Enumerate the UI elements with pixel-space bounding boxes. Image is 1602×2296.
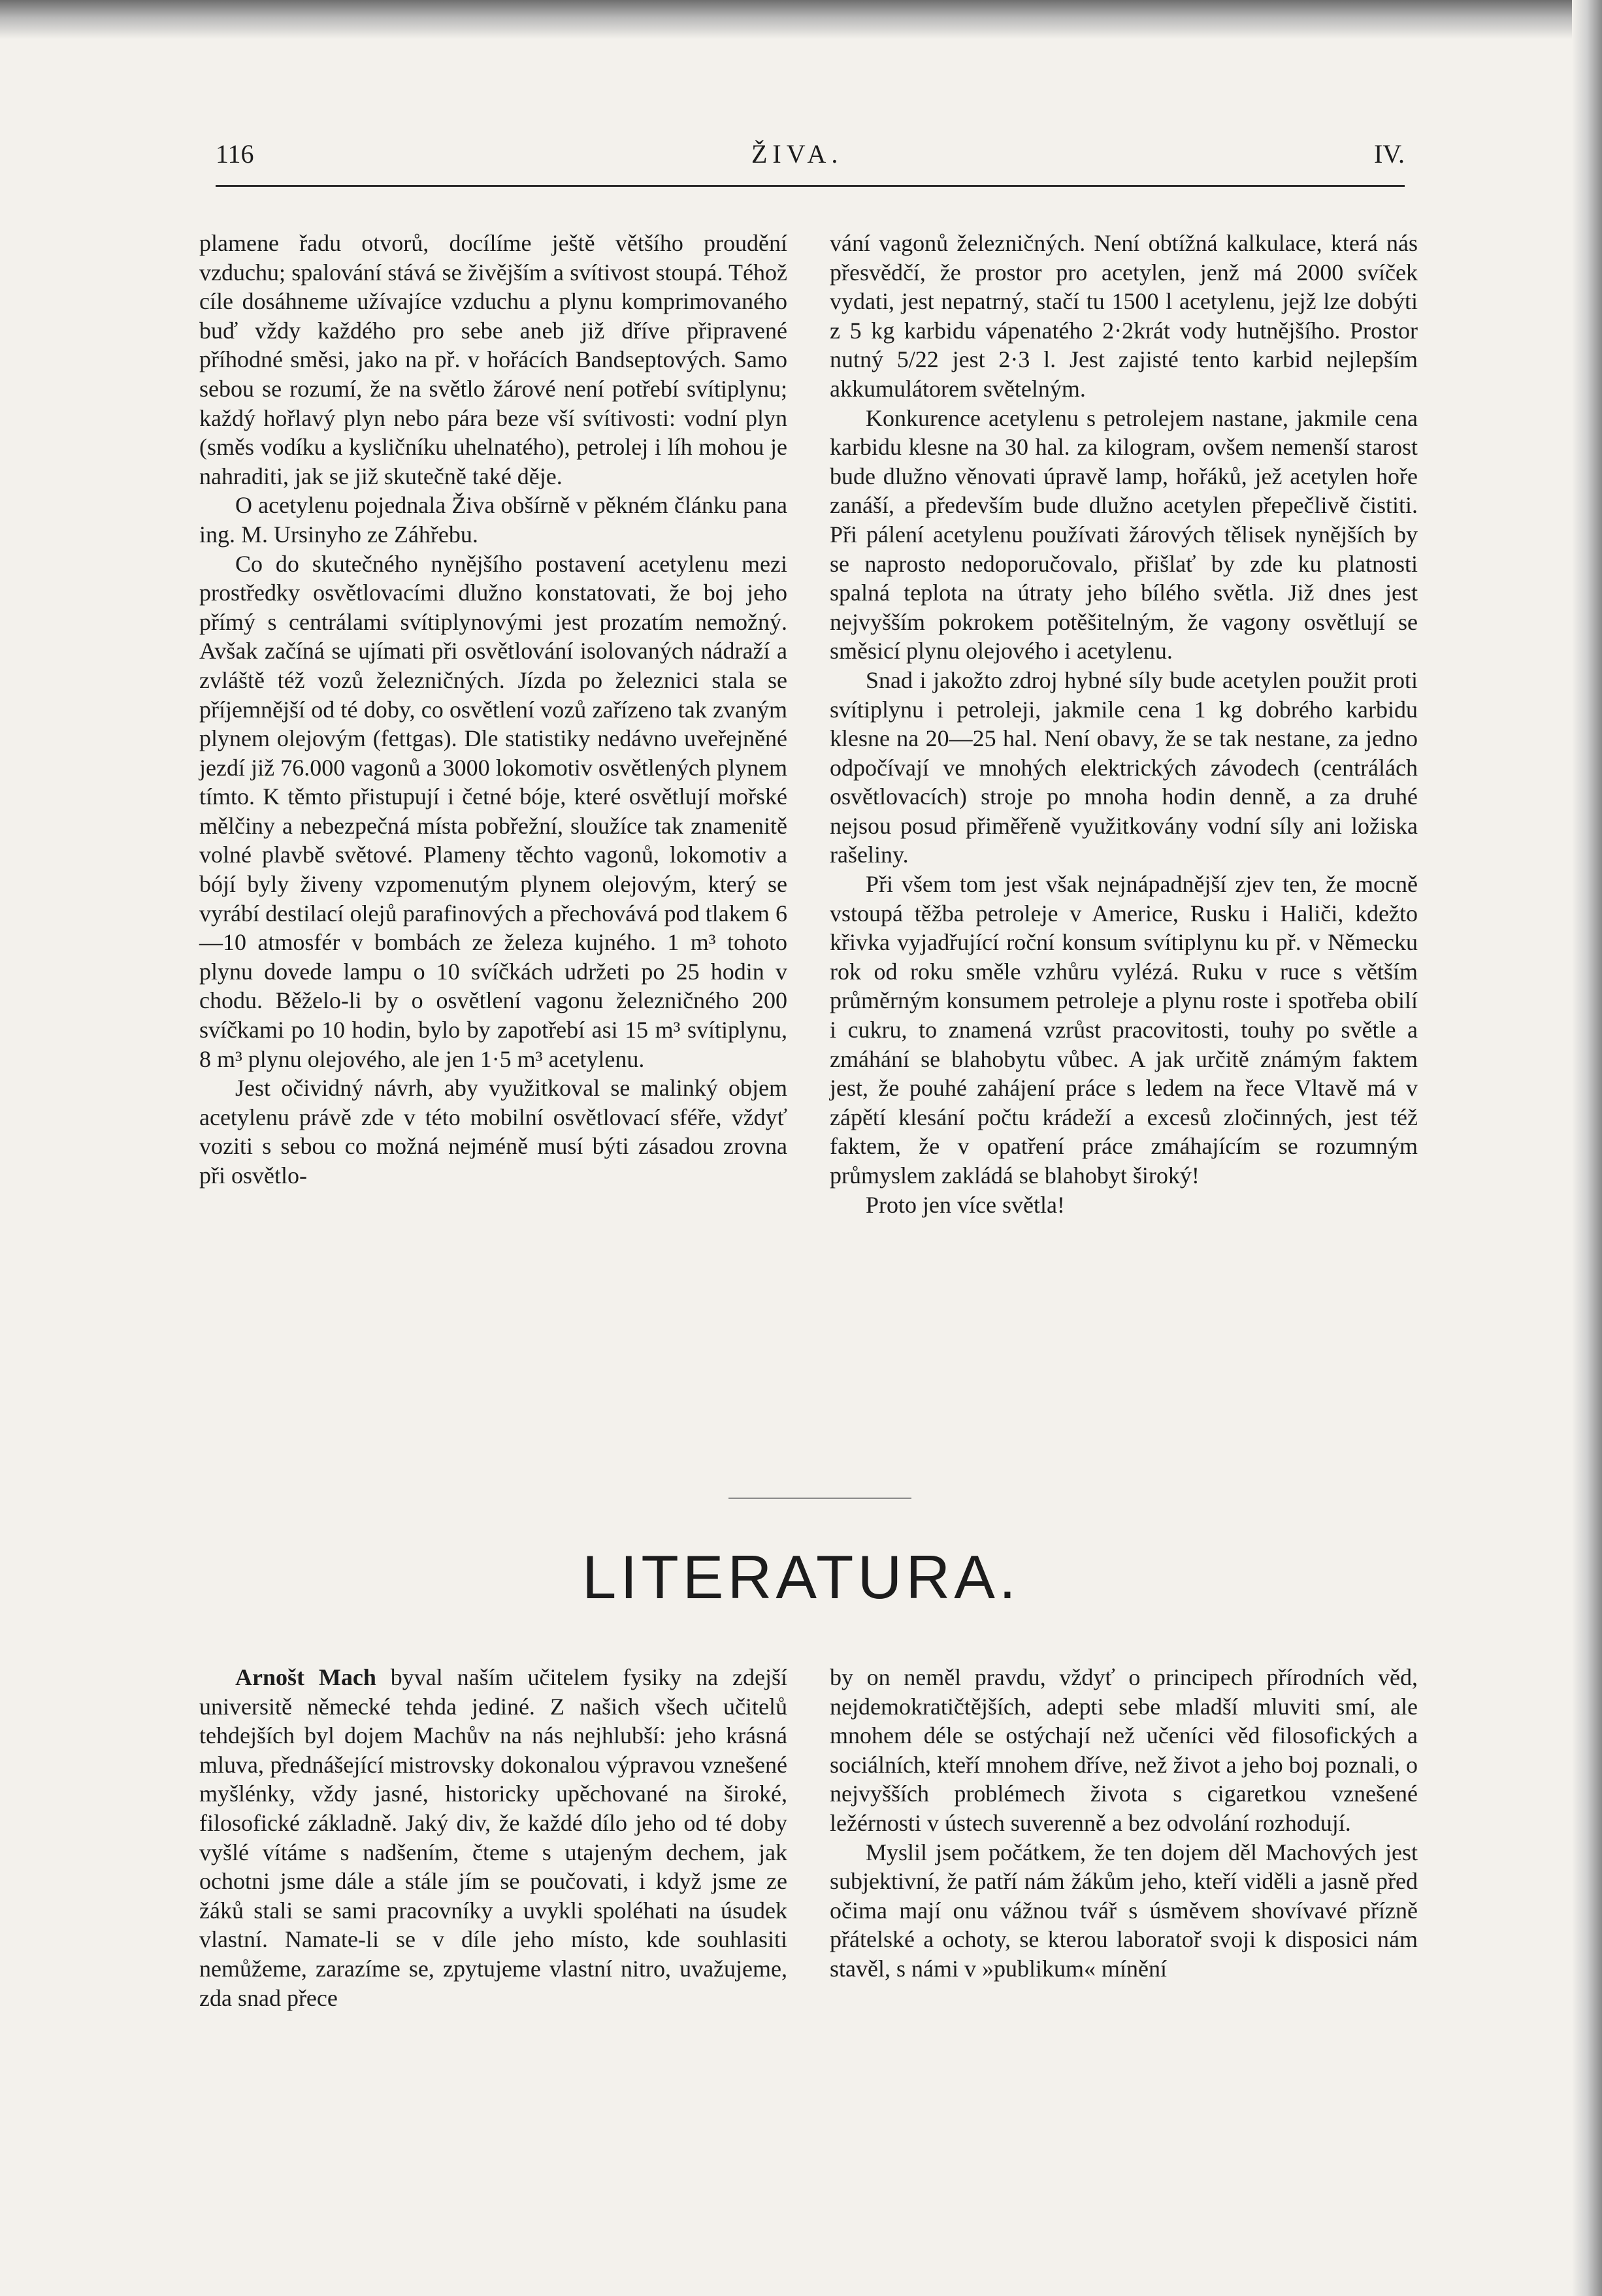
paragraph: Proto jen více světla! [866, 1191, 1065, 1218]
paragraph: Myslil jsem počátkem, že ten dojem děl Machových jest subjektivní, že patří nám žákům jeho, kteří viděli a jasně před očima mají onu vážnou tvář s úsměvem shovívavé přízně přátelské a ochoty, se kterou laboratoř svoji k disposici nám stavěl, s námi v »publikum« mínění [830, 1839, 1418, 1982]
paragraph: plamene řadu otvorů, docílíme ještě většího proudění vzduchu; spalování stává se živějším a svítivost stoupá. Téhož cíle dosáhneme užívajíce vzduchu a plynu komprimovaného buď vždy každého pro sebe aneb již dříve připravené příhodné směsi, jako na př. v hořácích Bandseptových. Samo sebou se rozumí, že na světlo žárové není potřebí svítiplynu; každý hořlavý plyn nebo pára beze vší svítivosti: vodní plyn (směs vodíku a kysličníku uhelnatého), petrolej i líh mohou je nahraditi, jak se již skutečně také děje. [199, 230, 787, 489]
paragraph [199, 1663, 787, 2012]
literature-right-column [830, 1663, 1418, 1984]
article-left-column [199, 229, 787, 1190]
paragraph: Konkurence acetylenu s petrolejem nastane, jakmile cena karbidu klesne na 30 hal. za kilogram, ovšem nemenší starost bude dlužno věnovati úpravě lamp, hořáků, jež acetylen hoře zanáší, a především bude dlužno acetylen přepečlivě čistiti. Při pálení acetylenu používati žárových tělisek nynějších by se naprosto nedoporučovalo, přišlať by zde ku platnosti spalná teplota na útraty jeho bílého světla. Již dnes jest nejvyšším pokrokem potěšitelným, že vagony osvětlují se směsicí plynu olejového i acetylenu. [830, 404, 1418, 664]
paragraph: Při všem tom jest však nejnápadnější zjev ten, že mocně vstoupá těžba petroleje v Americe, Rusku i Haliči, kdežto křivka vyjadřující roční konsum svítiplynu ku př. v Německu rok od roku směle vzhůru vylézá. Ruku v ruce s větším průměrným konsumem petroleje a plynu roste i spotřeba obilí i cukru, to znamená vzrůst pracovitosti, touhy po světle a zmáhání se blahobytu vůbec. A jak určitě známým faktem jest, že pouhé zahájení práce s ledem na řece Vltavě má v zápětí klesání počtu krádeží a excesů zločinných, jest též faktem, že v opatření práce zmáhajícím se rozumným průmyslem zakládá se blahobyt široký! [830, 871, 1418, 1189]
paragraph: vání vagonů železničných. Není obtížná kalkulace, která nás přesvědčí, že prostor pro acetylen, jenž má 2000 svíček vydati, jest nepatrný, stačí tu 1500 l acetylenu, jejž lze dobýti z 5 kg karbidu vápenatého 2·2krát vody hutnějšího. Prostor nutný 5/22 jest 2·3 l. Jest zajisté tento karbid nejlepším akkumulátorem světelným. [830, 230, 1418, 402]
scan-shadow-right [1572, 0, 1602, 2296]
section-divider [728, 1498, 911, 1499]
paragraph: Snad i jakožto zdroj hybné síly bude acetylen použit proti svítiplynu i petroleji, jakmile cena 1 kg dobrého karbidu klesne na 20—25 hal. Není obavy, že se tak nestane, za jedno odpočívají ve mnohých elektrických závodech (centrálách osvětlovacích) stroje po mnoha hodin denně, a za druhé nejsou posud přiměřeně využitkovány vodní síly ani ložiska rašeliny. [830, 666, 1418, 868]
scan-shadow-top [0, 0, 1602, 39]
literature-left-column [199, 1663, 787, 2012]
journal-title: ŽIVA. [751, 139, 843, 169]
paragraph: Co do skutečného nynějšího postavení acetylenu mezi prostředky osvětlovacími dlužno konstatovati, že boj jeho přímý s centrálami svítiplynovými jest prozatím nemožný. Avšak začíná se ujímati při osvětlování isolovaných nádraží a zvláště též vozů železničných. Jízda po železnici stala se příjemnější od té doby, co osvětlení vozů zařízeno tak zvaným plynem olejovým (fettgas). Dle statistiky nedávno uveřejněné jezdí již 76.000 vagonů a 3000 lokomotiv osvětlených plynem tímto. K těmto přistupují i četné bóje, které osvětlují mořské mělčiny a nebezpečná místa pobřežní, sloužíce tak znamenitě volné plavbě světové. Plameny těchto vagonů, lokomotiv a bójí byly živeny vzpomenutým plynem olejovým, který se vyrábí destilací olejů parafinových a přechovává pod tlakem 6—10 atmosfér v bombách ze železa kujného. 1 m³ tohoto plynu dovede lampu o 10 svíčkách udržeti po 25 hodin v chodu. Běželo-li by o osvětlení vagonu železničného 200 svíčkami po 10 hodin, bylo by zapotřebí asi 15 m³ svítiplynu, 8 m³ plynu olejového, ale jen 1·5 m³ acetylenu. [199, 550, 787, 1072]
author-name: Arnošt Mach [235, 1664, 376, 1690]
paragraph: by on neměl pravdu, vždyť o principech přírodních věd, nejdemokratičtějších, adepti sebe mladší mluviti smí, ale mnohem déle se ostýchají než učeníci věd filosofických a sociálních, kteří mnohem dříve, než život a jeho boj poznali, o nejvyšších problémech života s cigaretkou vznešené ležérnosti v ústech suverenně a bez odvolání rozhodují. [830, 1664, 1418, 1836]
volume-number: IV. [1373, 139, 1405, 169]
paragraph-text: byval naším učitelem fysiky na zdejší universitě německé tehda jediné. Z našich všech učitelů tehdejších byl dojem Machův na nás nejhlubší: jeho krásná mluva, přednášející mistrovsky dokonalou výpravou vznešené myšlénky, vždy jasné, historicky upěchované na široké, filosofické základně. Jaký div, že každé dílo jeho od té doby vyšlé vítáme s nadšením, čteme s utajeným dechem, jak ochotni jsme dále a stále jím se poučovati, i když jsme ze žáků stali se sami pracovníky a uvykli spoléhati na úsudek vlastní. Namate-li se v díle jeho místo, kde souhlasiti nemůžeme, zarazíme se, zpytujeme vlastní nitro, uvažujeme, zda snad přece [199, 1664, 787, 2011]
section-heading: LITERATURA. [581, 1543, 1021, 1611]
header-rule [216, 185, 1405, 187]
paragraph: O acetylenu pojednala Živa obšírně v pěkném článku pana ing. M. Ursinyho ze Záhřebu. [199, 492, 787, 548]
running-header [216, 131, 1405, 183]
paragraph: Jest očividný návrh, aby využitkoval se malinký objem acetylenu právě zde v této mobilní osvětlovací sféře, vždyť voziti s sebou co možná nejméně musí býti zásadou zrovna při osvětlo- [199, 1075, 787, 1189]
article-right-column [830, 229, 1418, 1219]
page-number: 116 [216, 139, 254, 169]
